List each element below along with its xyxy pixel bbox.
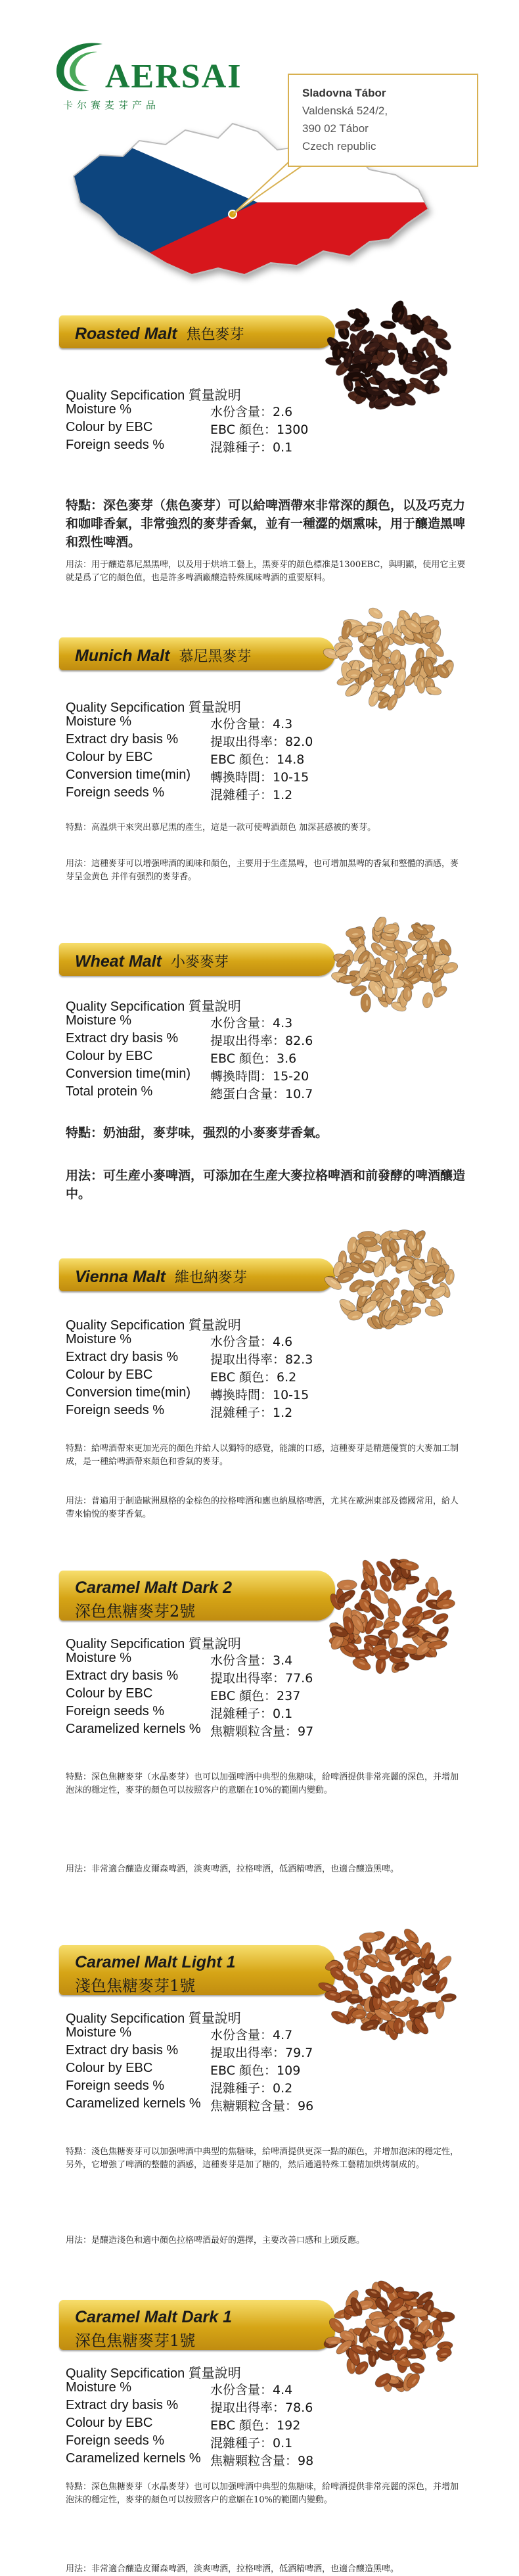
spec-label: Caramelized kernels %	[66, 2451, 201, 2466]
spec-value: 提取出得率：77.6	[210, 1671, 313, 1686]
spec-value: 焦糖顆粒含量：96	[210, 2099, 314, 2113]
address-box	[288, 74, 478, 167]
features-text: 特點：奶油甜，麥芽味，强烈的小麥麥芽香氣。	[66, 1126, 328, 1140]
spec-value: 混雜種子：0.1	[210, 440, 293, 455]
spec-label: Colour by EBC	[66, 750, 153, 764]
spec-label: Colour by EBC	[66, 1686, 153, 1701]
product-name-zh: 淺色焦糖麥芽1號	[75, 1977, 196, 1995]
product-name-en: Caramel Malt Light 1	[75, 1953, 236, 1971]
spec-label: Moisture %	[66, 402, 132, 417]
brand-name: AERSAI	[105, 58, 242, 95]
spec-label: Extract dry basis %	[66, 1350, 179, 1364]
usage-text: 用法：普遍用于制造歐洲風格的金棕色的拉格啤酒和應也納風格啤酒，尤其在歐洲東部及德國常用，給人帶來愉悅的麥芽香氣。	[66, 1496, 459, 1519]
spec-label: Foreign seeds %	[66, 785, 165, 800]
spec-label: Quality Sepcification 質量說明	[66, 1000, 241, 1014]
product-name-zh: 深色焦糖麥芽2號	[75, 1602, 196, 1621]
spec-label: Colour by EBC	[66, 2061, 153, 2075]
spec-value: 水份含量：4.7	[210, 2028, 293, 2042]
spec-label: Moisture %	[66, 714, 132, 729]
product-title-banner	[59, 1571, 335, 1621]
spec-label: Foreign seeds %	[66, 1403, 165, 1417]
spec-label: Conversion time(min)	[66, 768, 191, 782]
spec-value: 水份含量：4.3	[210, 717, 293, 731]
spec-label: Extract dry basis %	[66, 2398, 179, 2412]
spec-value: 提取出得率：82.6	[210, 1034, 313, 1048]
product-name-en: Vienna Malt	[75, 1268, 166, 1286]
malt-grain-image	[328, 910, 460, 1022]
features-text: 特點：深色焦糖麥芽（水晶麥芽）也可以加强啤酒中典型的焦糖味，給啤酒提供非常亮麗的深色，并增加泡沫的穩定性，麥芽的顏色可以按照客户的意願在10%的範圍内變動。	[66, 2482, 459, 2505]
spec-value: 水份含量：2.6	[210, 405, 293, 419]
spec-label: Extract dry basis %	[66, 732, 179, 747]
spec-label: Foreign seeds %	[66, 2433, 165, 2448]
spec-value: EBC 顏色：6.2	[210, 1370, 297, 1385]
address-country: Czech republic	[302, 140, 376, 152]
address-street: Valdenská 524/2,	[302, 104, 388, 117]
spec-label: Quality Sepcification 質量說明	[66, 388, 241, 403]
spec-value: 混雜種子：0.1	[210, 1707, 293, 1721]
spec-label: Caramelized kernels %	[66, 2096, 201, 2111]
malt-grain-image	[322, 1548, 460, 1686]
features-text: 特點：深色焦糖麥芽（水晶麥芽）也可以加强啤酒中典型的焦糖味，給啤酒提供非常亮麗的深色，并增加泡沫的穩定性，麥芽的顏色可以按照客户的意願在10%的範圍内變動。	[66, 1772, 459, 1795]
product-title-banner	[59, 1258, 335, 1291]
malt-grain-image	[322, 292, 453, 417]
spec-value: EBC 顏色：1300	[210, 423, 309, 437]
product-name-en: Wheat Malt	[75, 952, 162, 971]
features-text: 特點：高温烘干來突出慕尼黑的產生，這是一款可使啤酒顏色 加深甚感被的麥芽。	[66, 823, 376, 833]
spec-label: Moisture %	[66, 2025, 132, 2040]
product-title-banner	[59, 2300, 335, 2350]
spec-label: Quality Sepcification 質量說明	[66, 2012, 241, 2026]
spec-value: 轉換時間：10-15	[210, 770, 309, 785]
product-name-zh: 小麥麥芽	[170, 954, 229, 971]
spec-value: 焦糖顆粒含量：97	[210, 1724, 314, 1739]
usage-text: 用法：可生産小麥啤酒，可添加在生産大麥拉格啤酒和前發酵的啤酒釀造中。	[66, 1168, 466, 1201]
spec-label: Moisture %	[66, 2380, 132, 2395]
spec-label: Quality Sepcification 質量說明	[66, 1318, 241, 1333]
spec-value: 轉換時間：15-20	[210, 1069, 309, 1084]
product-name-en: Roasted Malt	[75, 325, 177, 343]
spec-label: Quality Sepcification 質量說明	[66, 1637, 241, 1651]
spec-value: 提取出得率：78.6	[210, 2401, 313, 2415]
product-title-banner	[59, 315, 335, 348]
spec-value: 焦糖顆粒含量：98	[210, 2454, 314, 2468]
features-text: 特點：深色麥芽（焦色麥芽）可以給啤酒帶來非常深的顏色，以及巧克力和咖啡香氣，非常強烈的麥芽香氣，並有一種澀的烟熏味，用于釀造黑啤和烈性啤酒。	[66, 498, 466, 549]
usage-text: 用法：用于釀造慕尼黑黑啤，以及用于烘培工藝上，黑麥芽的顏色標准是1300EBC，與明顯，使用它主要就是爲了它的顏色值，也是許多啤酒廠釀造特殊風味啤酒的重要原料。	[66, 560, 466, 583]
spec-value: EBC 顏色：14.8	[210, 752, 305, 767]
features-text: 特點：給啤酒帶來更加光亮的顏色并給人以獨特的感覺，能讓的口感，這種麥芽是精選優質的大麥加工制成，是一種給啤酒帶來顏色和香氣的麥芽。	[66, 1444, 459, 1467]
spec-label: Colour by EBC	[66, 420, 153, 434]
spec-value: 總蛋白含量：10.7	[210, 1087, 313, 1101]
spec-label: Extract dry basis %	[66, 2043, 179, 2058]
product-name-zh: 深色焦糖麥芽1號	[75, 2332, 196, 2350]
spec-value: 轉換時間：10-15	[210, 1388, 309, 1402]
spec-label: Moisture %	[66, 1332, 132, 1346]
spec-value: EBC 顏色：109	[210, 2063, 301, 2078]
spec-label: Foreign seeds %	[66, 438, 165, 452]
spec-value: 提取出得率：82.3	[210, 1352, 313, 1367]
spec-value: 提取出得率：79.7	[210, 2046, 313, 2060]
spec-value: 混雜種子：1.2	[210, 1406, 293, 1420]
spec-value: 水份含量：4.4	[210, 2383, 293, 2397]
spec-value: 水份含量：3.4	[210, 1653, 293, 1668]
spec-label: Foreign seeds %	[66, 1704, 165, 1718]
malt-grain-image	[315, 1919, 460, 2050]
product-name-en: Caramel Malt Dark 1	[75, 2308, 233, 2326]
spec-label: Conversion time(min)	[66, 1385, 191, 1400]
spec-label: Extract dry basis %	[66, 1031, 179, 1046]
spec-label: Quality Sepcification 質量說明	[66, 2366, 241, 2381]
spec-label: Moisture %	[66, 1013, 132, 1028]
spec-label: Conversion time(min)	[66, 1067, 191, 1081]
usage-text: 用法：非常適合釀造皮爾森啤酒，淡爽啤酒，拉格啤酒，低酒精啤酒，也適合釀造黑啤。	[66, 1864, 399, 1874]
malt-grain-image	[322, 598, 460, 716]
spec-value: 混雜種子：0.1	[210, 2436, 293, 2450]
product-name-en: Munich Malt	[75, 647, 170, 665]
malt-grain-image	[322, 1219, 460, 1337]
product-title-banner	[59, 1945, 335, 1995]
product-name-zh: 焦色麥芽	[186, 327, 244, 343]
spec-label: Quality Sepcification 質量說明	[66, 701, 241, 715]
brand-subtitle: 卡尔赛麦芽产品	[63, 99, 160, 111]
product-name-zh: 慕尼黑麥芽	[179, 649, 252, 665]
spec-value: EBC 顏色：3.6	[210, 1051, 297, 1066]
spec-value: 混雜種子：1.2	[210, 788, 293, 802]
product-name-zh: 維也納麥芽	[175, 1270, 248, 1286]
usage-text: 用法：這種麥芽可以增强啤酒的風味和顏色，主要用于生產黑啤，也可增加黑啤的香氣和整體的酒感，麥芽呈金黄色 并伴有强烈的麥芽香。	[66, 859, 459, 882]
usage-text: 用法：非常適合釀造皮爾森啤酒，淡爽啤酒，拉格啤酒，低酒精啤酒，也適合釀造黑啤。	[66, 2564, 399, 2574]
malt-grain-image	[322, 2274, 460, 2399]
address-city: 390 02 Tábor	[302, 122, 369, 135]
spec-value: 水份含量：4.6	[210, 1335, 293, 1349]
spec-label: Colour by EBC	[66, 1049, 153, 1063]
spec-value: 水份含量：4.3	[210, 1016, 293, 1030]
spec-value: EBC 顏色：237	[210, 1689, 301, 1703]
features-text: 特點：淺色焦糖麥芽可以加强啤酒中典型的焦糖味，給啤酒提供更深一點的顏色，并增加泡沫的穩定性，另外，它增強了啤酒的整體的酒感，這種麥芽是加了糖的，然后通過特殊工藝精加烘烤制成的。	[66, 2147, 459, 2170]
spec-value: 混雜種子：0.2	[210, 2081, 293, 2096]
product-title-banner	[59, 637, 335, 670]
spec-value: 提取出得率：82.0	[210, 735, 313, 749]
spec-label: Colour by EBC	[66, 1368, 153, 1382]
spec-label: Moisture %	[66, 1651, 132, 1665]
spec-value: EBC 顏色：192	[210, 2418, 301, 2433]
spec-label: Total protein %	[66, 1084, 153, 1099]
usage-text: 用法：是釀造淺色和適中顏色拉格啤酒最好的選擇，主要改善口感和上頭反應。	[66, 2236, 365, 2245]
product-name-en: Caramel Malt Dark 2	[75, 1578, 233, 1597]
spec-label: Caramelized kernels %	[66, 1722, 201, 1736]
company-name: Sladovna Tábor	[302, 87, 386, 99]
spec-label: Foreign seeds %	[66, 2079, 165, 2093]
page-header	[0, 0, 519, 309]
product-title-banner	[59, 943, 335, 976]
spec-label: Extract dry basis %	[66, 1668, 179, 1683]
spec-label: Colour by EBC	[66, 2416, 153, 2430]
